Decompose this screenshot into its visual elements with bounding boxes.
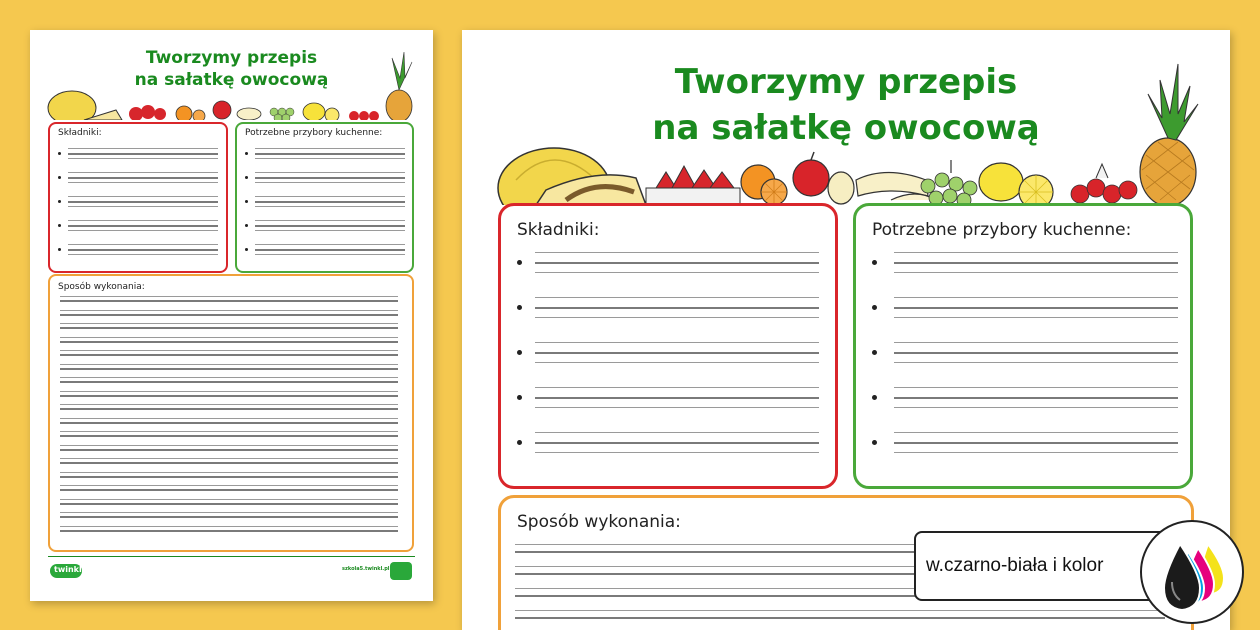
raspberries-icon	[349, 111, 379, 120]
writing-line	[60, 323, 398, 324]
writing-line	[68, 225, 218, 227]
writing-line	[535, 407, 819, 408]
bullet-point	[517, 260, 522, 265]
writing-line	[255, 158, 405, 159]
bullet-point	[517, 440, 522, 445]
small-footer-rule	[48, 556, 415, 557]
small-utensils-label: Potrzebne przybory kuchenne:	[245, 128, 383, 138]
writing-line	[255, 254, 405, 255]
small-footer-url: szkola5.twinkl.pl	[342, 566, 390, 572]
bullet-point	[58, 200, 61, 203]
writing-line	[535, 252, 819, 253]
bullet-point	[517, 305, 522, 310]
writing-line	[535, 387, 819, 388]
writing-line	[894, 432, 1178, 433]
orange-icon	[176, 106, 205, 120]
bullet-point	[58, 152, 61, 155]
lemon-icon	[979, 163, 1053, 205]
writing-line	[60, 337, 398, 338]
writing-line	[894, 442, 1178, 444]
method-label: Sposób wykonania:	[517, 512, 681, 532]
bullet-point	[517, 395, 522, 400]
writing-line	[68, 220, 218, 221]
writing-line	[255, 225, 405, 227]
bullet-point	[872, 305, 877, 310]
melon-icon	[498, 148, 646, 205]
writing-line	[60, 310, 398, 311]
writing-line	[894, 307, 1178, 309]
bullet-point	[245, 248, 248, 251]
writing-line	[255, 206, 405, 207]
writing-line	[68, 201, 218, 203]
writing-line	[60, 341, 398, 343]
print-version-text: w.czarno-biała i kolor	[926, 555, 1104, 576]
writing-line	[60, 516, 398, 518]
large-title-line2: na sałatkę owocową	[652, 108, 1040, 148]
bullet-point	[872, 395, 877, 400]
writing-line	[60, 472, 398, 473]
small-ingredients-box	[48, 122, 228, 273]
writing-line	[255, 177, 405, 179]
writing-line	[60, 418, 398, 419]
writing-line	[60, 354, 398, 356]
melon-icon	[48, 91, 122, 120]
writing-line	[535, 452, 819, 453]
small-title-line2: na sałatkę owocową	[134, 70, 329, 90]
writing-line	[535, 442, 819, 444]
bullet-point	[245, 152, 248, 155]
pineapple-icon	[1140, 64, 1198, 205]
writing-line	[255, 220, 405, 221]
writing-line	[60, 526, 398, 527]
small-ingredients-label: Składniki:	[58, 128, 102, 138]
bullet-point	[245, 176, 248, 179]
writing-line	[894, 407, 1178, 408]
writing-line	[60, 300, 398, 302]
writing-line	[255, 201, 405, 203]
raspberries-icon	[1071, 164, 1137, 203]
small-title-line1: Tworzymy przepis	[145, 48, 318, 68]
apple-icon	[213, 101, 231, 119]
writing-line	[60, 404, 398, 405]
ink-drops-icon	[1140, 520, 1244, 624]
writing-line	[894, 272, 1178, 273]
writing-line	[894, 297, 1178, 298]
orange-icon	[741, 165, 787, 205]
writing-line	[68, 177, 218, 179]
writing-line	[894, 352, 1178, 354]
bullet-point	[872, 350, 877, 355]
twinkl-logo-text: twinkl	[54, 565, 82, 574]
writing-line	[60, 395, 398, 397]
writing-line	[60, 489, 398, 491]
writing-line	[68, 206, 218, 207]
bullet-point	[58, 248, 61, 251]
writing-line	[68, 244, 218, 245]
bullet-point	[872, 260, 877, 265]
writing-line	[535, 352, 819, 354]
writing-line	[60, 422, 398, 424]
writing-line	[255, 196, 405, 197]
bullet-point	[58, 176, 61, 179]
apple-icon	[793, 152, 854, 204]
writing-line	[68, 249, 218, 251]
writing-line	[535, 397, 819, 399]
writing-line	[60, 530, 398, 532]
writing-line	[894, 317, 1178, 318]
grapes-icon	[270, 108, 294, 120]
bullet-point	[245, 224, 248, 227]
small-fruit-banner	[44, 48, 419, 120]
writing-line	[60, 314, 398, 316]
writing-line	[68, 148, 218, 149]
writing-line	[894, 342, 1178, 343]
ingredients-label: Składniki:	[517, 220, 600, 240]
writing-line	[60, 462, 398, 464]
strawberries-icon	[646, 166, 740, 205]
utensils-label: Potrzebne przybory kuchenne:	[872, 220, 1132, 240]
writing-line	[535, 307, 819, 309]
writing-line	[60, 499, 398, 500]
writing-line	[894, 397, 1178, 399]
small-worksheet-preview	[30, 30, 433, 601]
writing-line	[68, 254, 218, 255]
writing-line	[255, 182, 405, 183]
twinkl-logo	[50, 564, 82, 578]
writing-line	[60, 503, 398, 505]
large-fruit-banner	[496, 60, 1206, 205]
bullet-point	[517, 350, 522, 355]
writing-line	[60, 476, 398, 478]
writing-line	[60, 485, 398, 486]
writing-line	[60, 408, 398, 410]
strawberries-icon	[129, 105, 166, 120]
grapes-icon	[921, 160, 977, 205]
bullet-point	[58, 224, 61, 227]
writing-line	[894, 452, 1178, 453]
banana-icon	[237, 108, 261, 120]
ink-drops-graphic	[1142, 522, 1242, 622]
writing-line	[535, 262, 819, 264]
writing-line	[60, 350, 398, 351]
writing-line	[535, 272, 819, 273]
writing-line	[60, 435, 398, 437]
writing-line	[894, 262, 1178, 264]
small-utensils-box	[235, 122, 414, 273]
writing-line	[60, 377, 398, 378]
writing-line	[535, 362, 819, 363]
writing-line	[68, 172, 218, 173]
ingredients-box	[498, 203, 838, 489]
writing-line	[68, 153, 218, 155]
writing-line	[60, 381, 398, 383]
writing-line	[255, 172, 405, 173]
writing-line	[894, 252, 1178, 253]
small-method-label: Sposób wykonania:	[58, 282, 145, 292]
writing-line	[60, 368, 398, 370]
writing-line	[60, 512, 398, 513]
writing-line	[60, 391, 398, 392]
writing-line	[60, 327, 398, 329]
writing-line	[894, 387, 1178, 388]
writing-line	[255, 244, 405, 245]
writing-line	[515, 610, 1165, 611]
writing-line	[535, 317, 819, 318]
bullet-point	[872, 440, 877, 445]
writing-line	[68, 182, 218, 183]
small-method-box	[48, 274, 414, 552]
pineapple-icon	[386, 52, 412, 120]
writing-line	[255, 148, 405, 149]
writing-line	[255, 249, 405, 251]
large-title-line1: Tworzymy przepis	[674, 62, 1018, 102]
writing-line	[535, 432, 819, 433]
bullet-point	[245, 200, 248, 203]
lemon-icon	[303, 103, 339, 120]
writing-line	[60, 296, 398, 297]
writing-line	[68, 230, 218, 231]
writing-line	[60, 445, 398, 446]
writing-line	[535, 297, 819, 298]
utensils-box	[853, 203, 1193, 489]
writing-line	[60, 364, 398, 365]
writing-line	[515, 617, 1165, 619]
writing-line	[535, 342, 819, 343]
writing-line	[60, 431, 398, 432]
writing-line	[255, 153, 405, 155]
writing-line	[68, 196, 218, 197]
writing-line	[60, 449, 398, 451]
writing-line	[894, 362, 1178, 363]
writing-line	[68, 158, 218, 159]
writing-line	[60, 458, 398, 459]
small-footer-badge-icon	[390, 562, 412, 580]
writing-line	[255, 230, 405, 231]
